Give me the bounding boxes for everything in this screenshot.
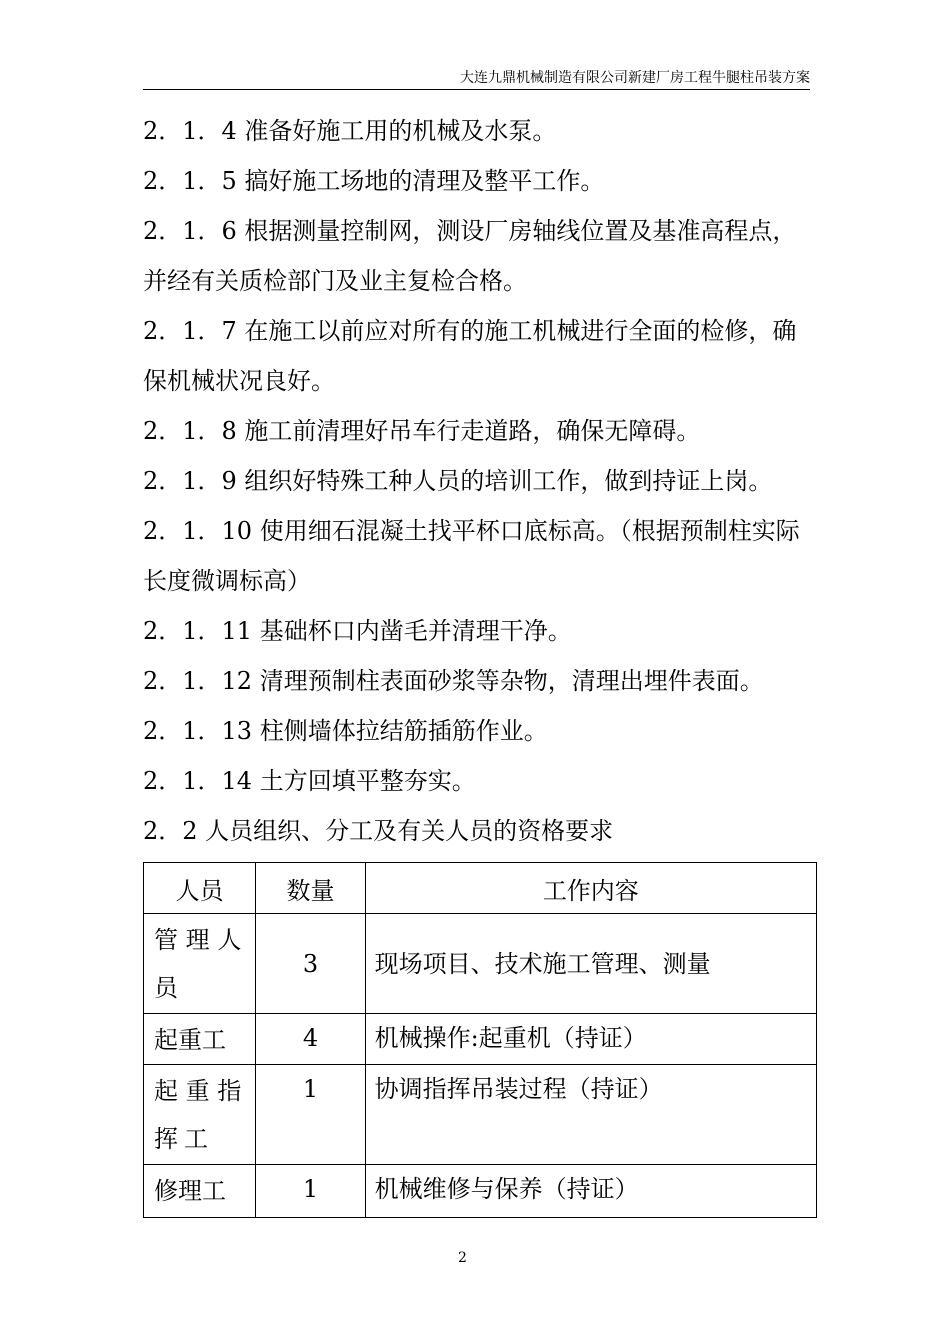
paragraph-2-1-5: 2．1．5 搞好施工场地的清理及整平工作。 <box>143 167 605 195</box>
paragraph-2-1-11: 2．1．11 基础杯口内凿毛并清理干净。 <box>143 617 572 645</box>
paragraph-2-1-8: 2．1．8 施工前清理好吊车行走道路，确保无障碍。 <box>143 417 701 445</box>
column-header-count: 数量 <box>256 863 365 914</box>
table-row <box>144 1065 817 1165</box>
table-row <box>144 1165 817 1218</box>
table-cell-count: 1 <box>256 1065 365 1165</box>
page-number: 2 <box>458 1250 467 1266</box>
table-cell-content: 机械维修与保养（持证） <box>365 1165 816 1218</box>
table-cell-content: 协调指挥吊装过程（持证） <box>365 1065 816 1165</box>
paragraph-2-1-13: 2．1．13 柱侧墙体拉结筋插筋作业。 <box>143 717 548 745</box>
paragraph-2-1-6: 2．1．6 根据测量控制网，测设厂房轴线位置及基准高程点，并经有关质检部门及业主复检合格。 <box>143 217 797 295</box>
table-cell-role: 起重指挥工 <box>144 1065 256 1165</box>
table-cell-role: 管理人员 <box>144 914 256 1014</box>
paragraph-2-1-10: 2．1．10 使用细石混凝土找平杯口底标高。（根据预制柱实际长度微调标高） <box>143 517 800 595</box>
table-cell-content: 现场项目、技术施工管理、测量 <box>365 914 816 1014</box>
table-cell-count: 4 <box>256 1014 365 1065</box>
staff-table <box>143 862 817 1218</box>
table-row <box>144 914 817 1014</box>
paragraph-2-1-9: 2．1．9 组织好特殊工种人员的培训工作，做到持证上岗。 <box>143 467 773 495</box>
paragraph-2-1-7: 2．1．7 在施工以前应对所有的施工机械进行全面的检修，确保机械状况良好。 <box>143 317 797 395</box>
table-cell-content: 机械操作:起重机（持证） <box>365 1014 816 1065</box>
section-heading-2-2: 2．2 人员组织、分工及有关人员的资格要求 <box>143 817 614 845</box>
table-row <box>144 1014 817 1065</box>
paragraph-2-1-14: 2．1．14 土方回填平整夯实。 <box>143 767 476 795</box>
document-body <box>143 106 815 856</box>
table-cell-role: 起重工 <box>144 1014 256 1065</box>
column-header-role: 人员 <box>144 863 256 914</box>
column-header-content: 工作内容 <box>365 863 816 914</box>
table-cell-count: 3 <box>256 914 365 1014</box>
paragraph-2-1-4: 2．1．4 准备好施工用的机械及水泵。 <box>143 117 557 145</box>
paragraph-2-1-12: 2．1．12 清理预制柱表面砂浆等杂物，清理出埋件表面。 <box>143 667 764 695</box>
table-cell-role: 修理工 <box>144 1165 256 1218</box>
page-header: 大连九鼎机械制造有限公司新建厂房工程牛腿柱吊装方案 <box>460 70 810 86</box>
table-cell-count: 1 <box>256 1165 365 1218</box>
table-header-row <box>144 863 817 914</box>
header-divider <box>143 89 810 90</box>
